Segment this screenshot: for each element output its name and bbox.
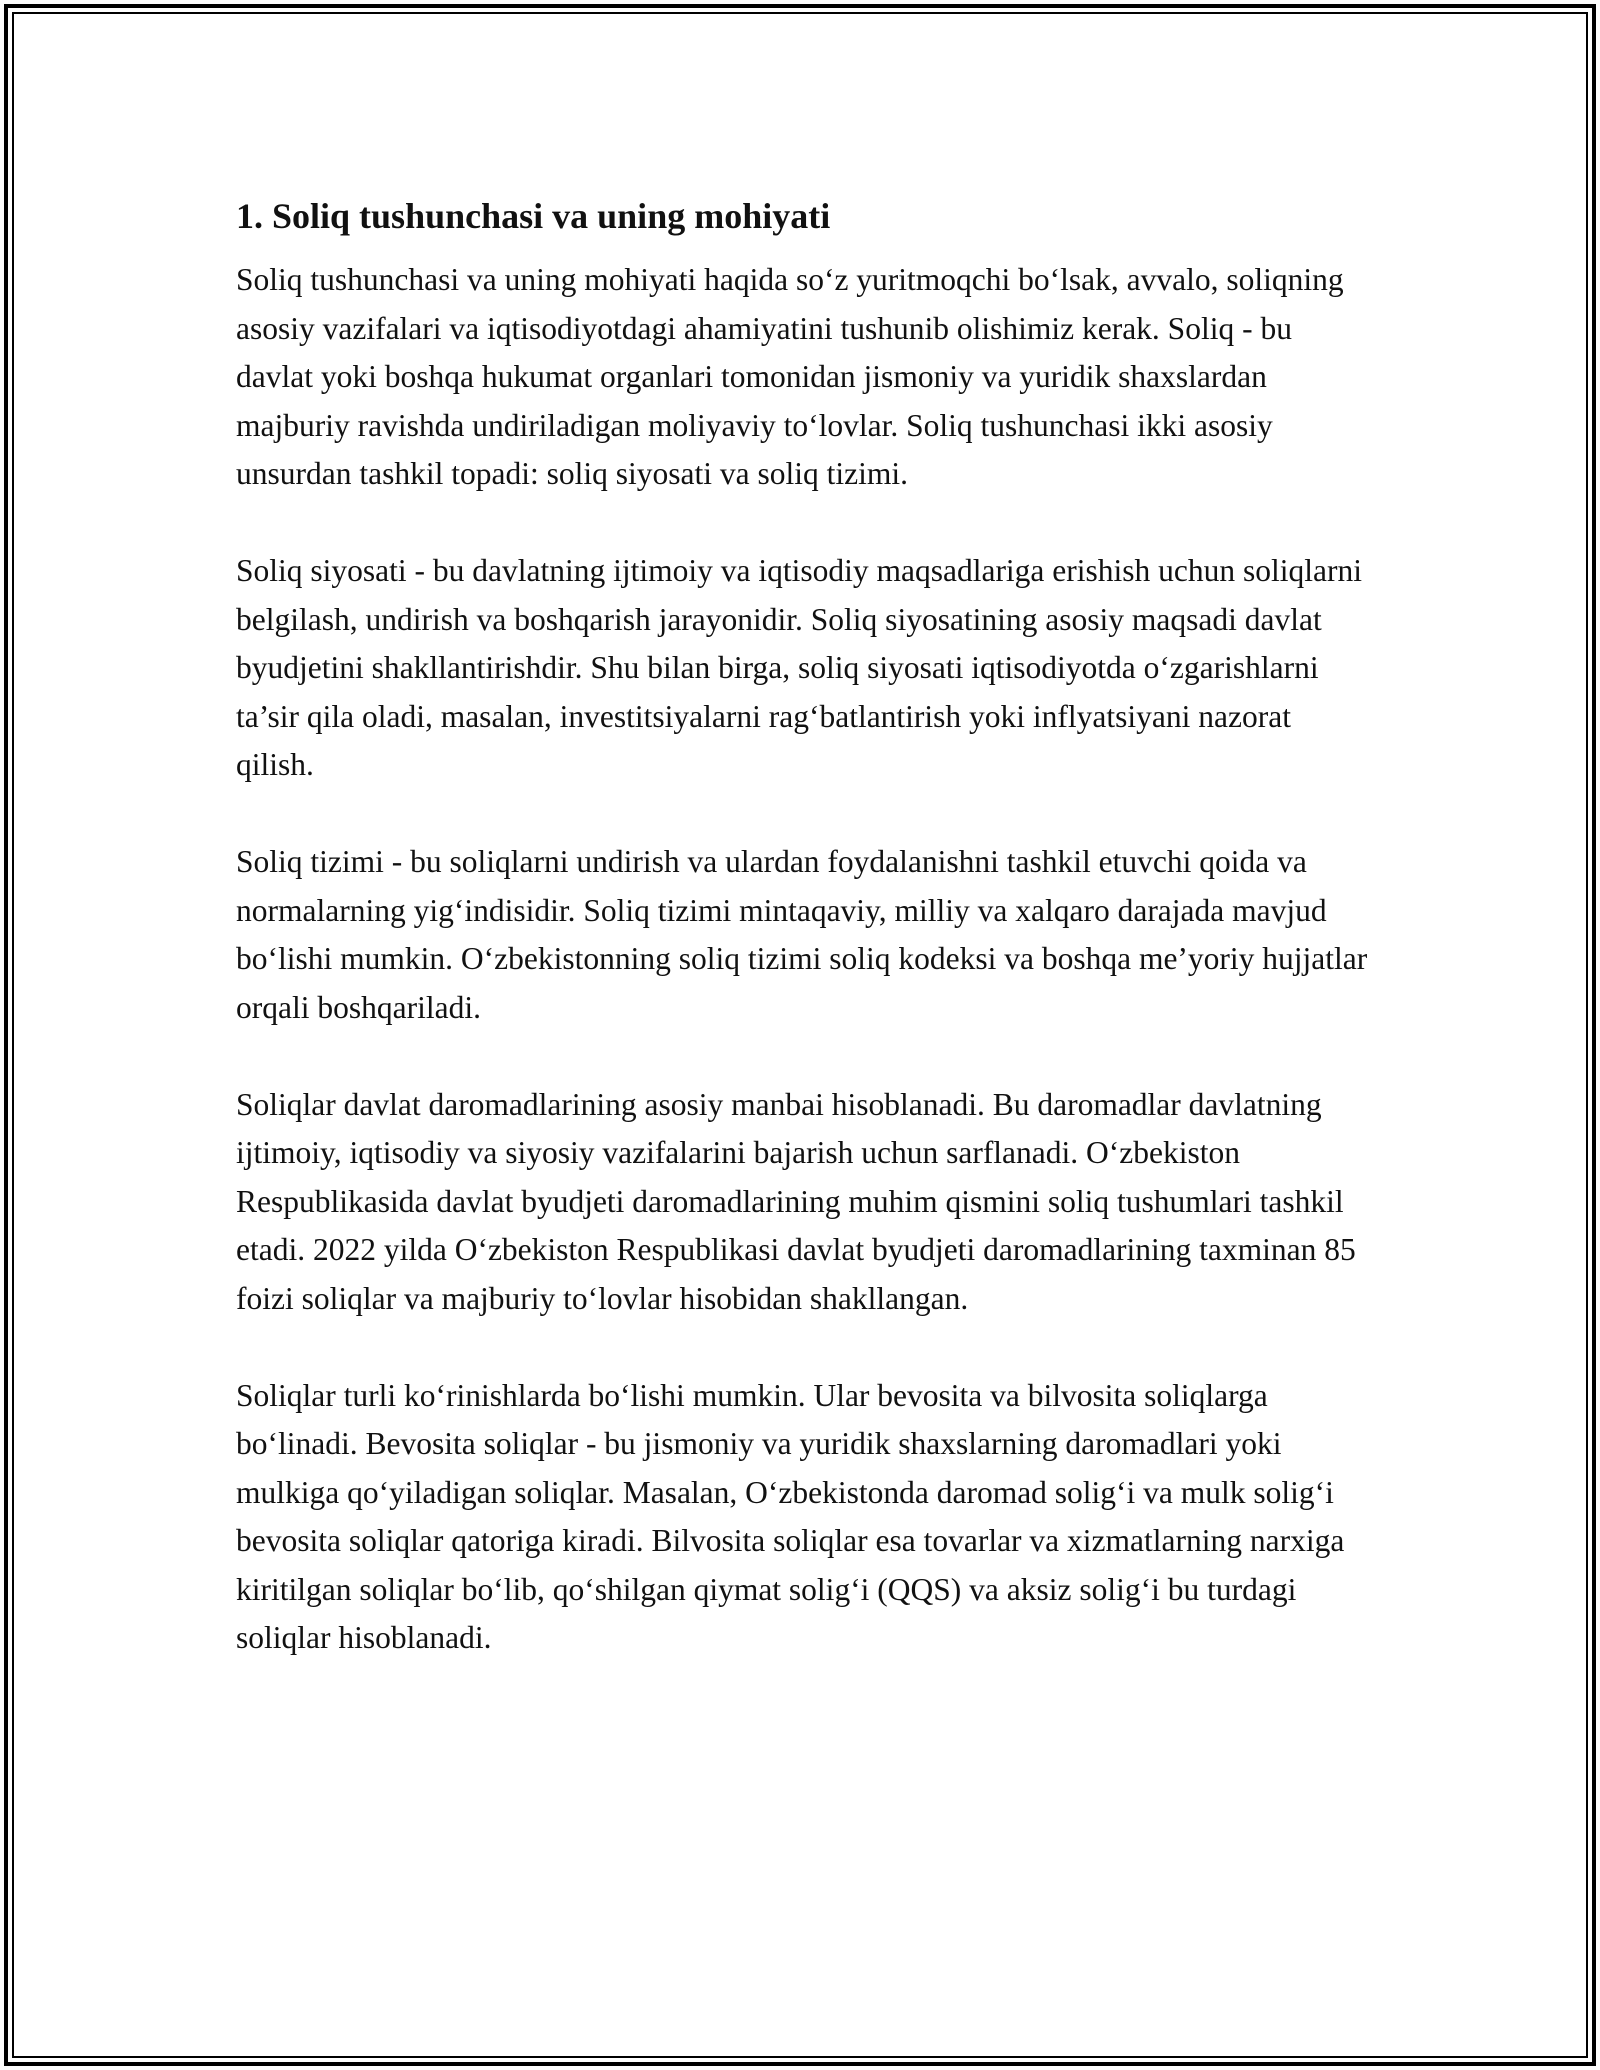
paragraph-3: Soliq tizimi - bu soliqlarni undirish va ulardan foydalanishni tashkil etuvchi qoida va normalarning yig‘indisidir. Soliq tizimi mintaqaviy, milliy va xalqaro darajada mavjud bo‘lishi mumkin. O‘zbekistonning soliq tizimi soliq kodeksi va boshqa me’yoriy hujjatlar orqali boshqariladi. — [236, 844, 1368, 1025]
paragraph-5: Soliqlar turli ko‘rinishlarda bo‘lishi mumkin. Ular bevosita va bilvosita soliqlarga bo‘linadi. Bevosita soliqlar - bu jismoniy va yuridik shaxslarning daromadlari yoki mulkiga qo‘yiladigan soliqlar. Masalan, O‘zbekistonda daromad solig‘i va mulk solig‘i bevosita soliqlar qatoriga kiradi. Bilvosita soliqlar esa tovarlar va xizmatlarning narxiga kiritilgan soliqlar bo‘lib, qo‘shilgan qiymat solig‘i (QQS) va aksiz solig‘i bu turdagi soliqlar hisoblanadi. — [236, 1377, 1345, 1655]
document-body — [236, 192, 1376, 1711]
paragraph-1: Soliq tushunchasi va uning mohiyati haqida so‘z yuritmoqchi bo‘lsak, avvalo, soliqning asosiy vazifalari va iqtisodiyotdagi ahamiyatini tushunib olishimiz kerak. Soliq - bu davlat yoki boshqa hukumat organlari tomonidan jismoniy va yuridik shaxslardan majburiy ravishda undiriladigan moliyaviy to‘lovlar. Soliq tushunchasi ikki asosiy unsurdan tashkil topadi: soliq siyosati va soliq tizimi. — [236, 262, 1344, 491]
page-title: 1. Soliq tushunchasi va uning mohiyati — [236, 196, 831, 236]
paragraph-2: Soliq siyosati - bu davlatning ijtimoiy va iqtisodiy maqsadlariga erishish uchun soliqlarni belgilash, undirish va boshqarish jarayonidir. Soliq siyosatining asosiy maqsadi davlat byudjetini shakllantirishdir. Shu bilan birga, soliq siyosati iqtisodiyotda o‘zgarishlarni ta’sir qila oladi, masalan, investitsiyalarni rag‘batlantirish yoki inflyatsiyani nazorat qilish. — [236, 553, 1363, 782]
paragraph-4: Soliqlar davlat daromadlarining asosiy manbai hisoblanadi. Bu daromadlar davlatning ijtimoiy, iqtisodiy va siyosiy vazifalarini bajarish uchun sarflanadi. O‘zbekiston Respublikasida davlat byudjeti daromadlarining muhim qismini soliq tushumlari tashkil etadi. 2022 yilda O‘zbekiston Respublikasi davlat byudjeti daromadlarining taxminan 85 foizi soliqlar va majburiy to‘lovlar hisobidan shakllangan. — [236, 1086, 1356, 1316]
